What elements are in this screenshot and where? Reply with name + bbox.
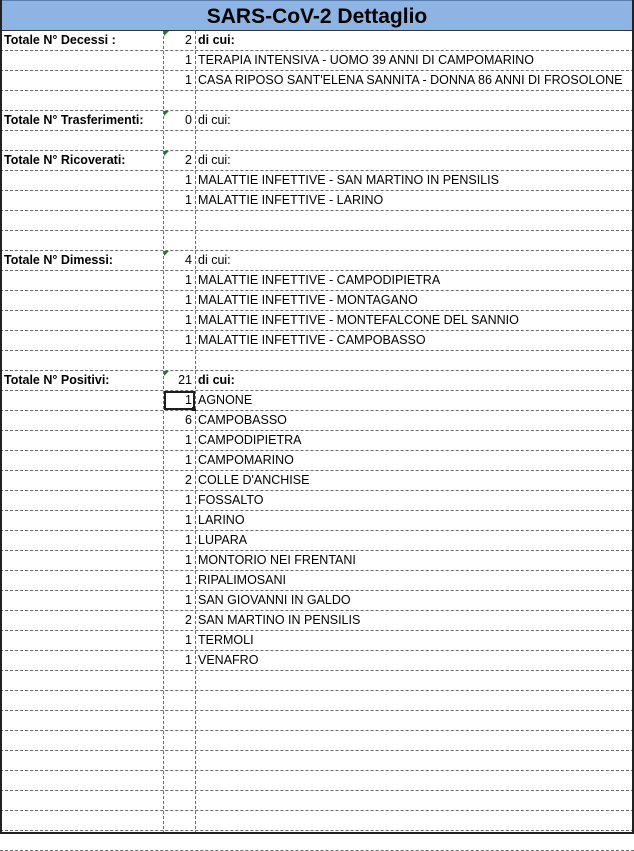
cell-count[interactable]: 2 [185,473,192,487]
cell-description[interactable]: MONTORIO NEI FRENTANI [198,553,356,567]
data-grid [0,31,634,851]
cell-description[interactable]: MALATTIE INFETTIVE - LARINO [198,193,384,207]
cell-count[interactable]: 1 [185,53,192,67]
cell-description[interactable]: di cui: [198,253,231,267]
cell-count[interactable]: 1 [185,513,192,527]
table-row [0,351,634,371]
formula-indicator-icon [164,371,169,376]
cell-label[interactable] [4,751,162,770]
cell-label[interactable] [4,651,162,670]
cell-label[interactable] [4,91,162,110]
table-row [0,791,634,811]
cell-label[interactable]: Totale N° Decessi : [4,33,116,47]
cell-label[interactable] [4,631,162,650]
table-row [0,771,634,791]
cell-description[interactable] [196,711,632,730]
cell-description[interactable]: CASA RIPOSO SANT'ELENA SANNITA - DONNA 86 ANNI DI FROSOLONE [198,73,623,87]
cell-count[interactable] [164,771,195,790]
cell-count[interactable] [164,671,195,690]
cell-label[interactable]: Totale N° Ricoverati: [4,153,126,167]
cell-label[interactable] [4,791,162,810]
table-row [0,511,634,531]
table-row [0,631,634,651]
table-row [0,751,634,771]
cell-label[interactable] [4,71,162,90]
cell-label[interactable] [4,231,162,250]
cell-description[interactable] [196,231,632,250]
cell-count[interactable] [164,231,195,250]
cell-description[interactable] [196,791,632,810]
cell-count[interactable] [164,711,195,730]
cell-description[interactable] [196,211,632,230]
cell-label[interactable] [4,131,162,150]
cell-count[interactable]: 1 [185,653,192,667]
cell-description[interactable]: COLLE D'ANCHISE [198,473,310,487]
table-row [0,611,634,631]
cell-description[interactable] [196,91,632,110]
table-row [0,391,634,411]
cell-description[interactable]: CAMPOBASSO [198,413,287,427]
table-row [0,231,634,251]
cell-description[interactable] [196,811,632,830]
cell-count[interactable]: 1 [185,553,192,567]
table-row [0,571,634,591]
table-row [0,531,634,551]
table-row [0,171,634,191]
cell-count[interactable] [164,731,195,750]
sheet-border-left [0,0,2,834]
cell-count[interactable]: 1 [185,533,192,547]
cell-label[interactable] [4,551,162,570]
table-row [0,131,634,151]
table-row [0,331,634,351]
cell-count[interactable] [164,751,195,770]
cell-count[interactable]: 1 [185,493,192,507]
table-row [0,251,634,271]
cell-description[interactable]: di cui: [198,373,235,387]
cell-description[interactable] [196,691,632,710]
cell-description[interactable]: MALATTIE INFETTIVE - MONTAGANO [198,293,418,307]
table-row [0,291,634,311]
cell-count[interactable]: 1 [185,333,192,347]
cell-description[interactable]: di cui: [198,113,231,127]
table-row [0,211,634,231]
table-row [0,71,634,91]
cell-count[interactable]: 1 [185,453,192,467]
cell-label[interactable] [4,571,162,590]
table-row [0,691,634,711]
cell-count[interactable]: 1 [185,193,192,207]
table-row [0,411,634,431]
cell-label[interactable] [4,591,162,610]
cell-count[interactable]: 1 [185,593,192,607]
cell-count[interactable]: 21 [178,373,192,387]
table-row [0,311,634,331]
table-row [0,811,634,831]
cell-description[interactable]: RIPALIMOSANI [198,573,286,587]
table-row [0,151,634,171]
cell-description[interactable] [196,671,632,690]
cell-label[interactable]: Totale N° Trasferimenti: [4,113,144,127]
cell-label[interactable] [4,691,162,710]
cell-label[interactable] [4,391,162,410]
cell-label[interactable] [4,411,162,430]
cell-description[interactable]: TERAPIA INTENSIVA - UOMO 39 ANNI DI CAMPOMARINO [198,53,534,67]
table-row [0,271,634,291]
table-row [0,591,634,611]
cell-label[interactable] [4,531,162,550]
cell-description[interactable]: MALATTIE INFETTIVE - CAMPODIPIETRA [198,273,441,287]
cell-count[interactable] [164,211,195,230]
cell-label[interactable] [4,611,162,630]
cell-label[interactable]: Totale N° Positivi: [4,373,110,387]
table-row [0,51,634,71]
cell-label[interactable] [4,331,162,350]
cell-label[interactable] [4,671,162,690]
cell-count[interactable] [164,131,195,150]
table-row [0,491,634,511]
cell-label[interactable] [4,431,162,450]
table-row [0,671,634,691]
cell-description[interactable]: FOSSALTO [198,493,264,507]
cell-description[interactable] [196,751,632,770]
cell-label[interactable] [4,731,162,750]
cell-description[interactable]: MALATTIE INFETTIVE - MONTEFALCONE DEL SANNIO [198,313,519,327]
cell-description[interactable] [196,351,632,370]
cell-label[interactable] [4,511,162,530]
table-row [0,711,634,731]
formula-indicator-icon [164,151,169,156]
cell-count[interactable] [164,91,195,110]
cell-count[interactable]: 1 [185,633,192,647]
cell-description[interactable]: CAMPODIPIETRA [198,433,302,447]
table-row [0,831,634,851]
cell-description[interactable]: di cui: [198,33,235,47]
cell-label[interactable] [4,191,162,210]
cell-count[interactable]: 1 [185,73,192,87]
table-row [0,431,634,451]
table-row [0,91,634,111]
cell-description[interactable]: LUPARA [198,533,248,547]
cell-label[interactable] [4,171,162,190]
formula-indicator-icon [164,251,169,256]
cell-count[interactable] [164,791,195,810]
cell-count-selected[interactable]: 1 [164,391,195,410]
cell-count[interactable]: 2 [185,613,192,627]
table-row [0,31,634,51]
formula-indicator-icon [164,31,169,36]
cell-description[interactable]: MALATTIE INFETTIVE - SAN MARTINO IN PENSILIS [198,173,499,187]
cell-label[interactable] [4,291,162,310]
cell-count[interactable] [164,351,195,370]
cell-label[interactable]: Totale N° Dimessi: [4,253,113,267]
cell-description[interactable]: CAMPOMARINO [198,453,294,467]
table-row [0,731,634,751]
cell-description[interactable]: di cui: [198,153,231,167]
cell-label[interactable] [4,271,162,290]
cell-description[interactable]: VENAFRO [198,653,259,667]
cell-description[interactable]: SAN MARTINO IN PENSILIS [198,613,361,627]
column-divider [163,31,164,834]
cell-description[interactable]: MALATTIE INFETTIVE - CAMPOBASSO [198,333,426,347]
table-row [0,651,634,671]
cell-count[interactable]: 2 [185,33,192,47]
cell-count[interactable] [164,811,195,830]
cell-label[interactable] [4,351,162,370]
table-row [0,551,634,571]
table-row [0,471,634,491]
cell-label[interactable] [4,811,162,830]
sheet-title[interactable]: SARS-CoV-2 Dettaglio [0,0,634,31]
cell-description[interactable]: AGNONE [198,393,253,407]
cell-description[interactable] [196,731,632,750]
cell-count[interactable]: 1 [185,173,192,187]
cell-description[interactable]: TERMOLI [198,633,254,647]
table-row [0,451,634,471]
cell-count[interactable]: 1 [185,573,192,587]
cell-count[interactable]: 6 [185,413,192,427]
table-row [0,371,634,391]
cell-count[interactable]: 1 [185,433,192,447]
cell-label[interactable] [4,311,162,330]
cell-description[interactable] [196,771,632,790]
cell-description[interactable]: LARINO [198,513,245,527]
cell-count[interactable]: 1 [185,293,192,307]
cell-count[interactable]: 0 [185,113,192,127]
cell-label[interactable] [4,471,162,490]
cell-count[interactable]: 1 [185,273,192,287]
cell-label[interactable] [4,211,162,230]
cell-label[interactable] [4,451,162,470]
cell-label[interactable] [4,491,162,510]
cell-count[interactable]: 4 [185,253,192,267]
cell-label[interactable] [4,711,162,730]
table-row [0,191,634,211]
cell-count[interactable] [164,691,195,710]
cell-count[interactable]: 2 [185,153,192,167]
cell-description[interactable]: SAN GIOVANNI IN GALDO [198,593,351,607]
table-row [0,111,634,131]
formula-indicator-icon [164,111,169,116]
cell-label[interactable] [4,51,162,70]
cell-description[interactable] [196,131,632,150]
cell-count[interactable]: 1 [185,313,192,327]
cell-label[interactable] [4,771,162,790]
column-divider [195,31,196,834]
